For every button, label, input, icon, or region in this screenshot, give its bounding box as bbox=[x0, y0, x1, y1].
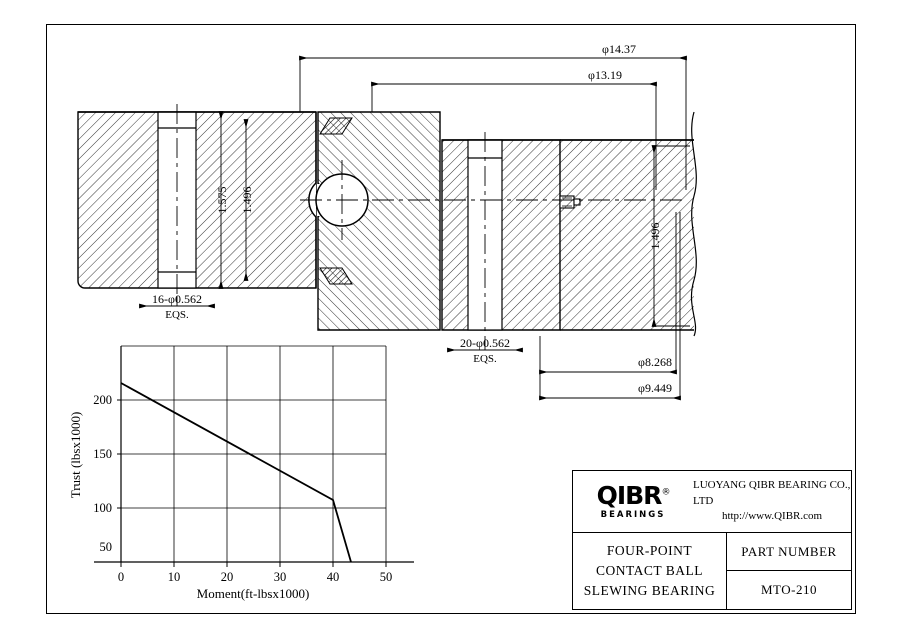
chart-xtick-2: 20 bbox=[220, 570, 234, 584]
brand-logo bbox=[573, 483, 693, 520]
product-name bbox=[573, 533, 727, 609]
outer-ring-body bbox=[78, 112, 316, 288]
chart-ytick-50: 50 bbox=[99, 540, 112, 554]
company-website: http://www.QIBR.com bbox=[721, 510, 823, 523]
chart-xtick-1: 10 bbox=[167, 570, 181, 584]
chart-x-axis-label: Moment(ft-lbsx1000) bbox=[196, 586, 310, 601]
dim-holes-upper: 16-φ0.562 bbox=[152, 292, 202, 306]
dim-height-upper-ring: 1.496 bbox=[240, 186, 254, 214]
part-number-block bbox=[727, 533, 851, 609]
chart-xtick-0: 0 bbox=[117, 570, 125, 584]
chart-grid bbox=[121, 346, 386, 562]
dim-bolt-circle-upper: φ13.19 bbox=[588, 68, 622, 82]
company-info bbox=[693, 478, 851, 526]
dim-holes-lower-note: EQS. bbox=[473, 353, 497, 365]
chart-load-curve bbox=[121, 383, 351, 562]
chart-xtick-4: 40 bbox=[326, 570, 340, 584]
title-block-body bbox=[573, 533, 851, 609]
part-number-value: MTO-210 bbox=[761, 582, 817, 597]
product-name-line1: FOUR-POINT bbox=[606, 542, 693, 558]
part-number-label: PART NUMBER bbox=[727, 533, 851, 571]
chart-y-axis-label: Trust (lbsx1000) bbox=[68, 411, 83, 499]
registered-trademark-icon: ® bbox=[661, 487, 670, 498]
logo-wordmark: QIBR bbox=[596, 481, 662, 510]
logo-subtext: BEARINGS bbox=[600, 510, 666, 520]
dim-holes-upper-note: EQS. bbox=[165, 309, 189, 321]
chart-ytick-150: 150 bbox=[93, 447, 112, 461]
product-name-line2: CONTACT BALL bbox=[595, 562, 704, 578]
chart-xtick-3: 30 bbox=[273, 570, 287, 584]
load-capacity-chart bbox=[68, 346, 414, 601]
company-name: LUOYANG QIBR BEARING CO., LTD bbox=[693, 478, 851, 507]
chart-ytick-200: 200 bbox=[93, 393, 112, 407]
title-block bbox=[572, 470, 852, 610]
title-block-header bbox=[573, 471, 851, 533]
chart-xtick-5: 50 bbox=[379, 570, 393, 584]
product-name-line3: SLEWING BEARING bbox=[583, 583, 716, 599]
dim-height-overall: 1.575 bbox=[215, 186, 229, 214]
logo-text bbox=[597, 483, 670, 508]
dim-height-lower-ring: 1.496 bbox=[648, 222, 662, 250]
chart-ytick-100: 100 bbox=[93, 501, 112, 515]
dim-holes-lower: 20-φ0.562 bbox=[460, 336, 510, 350]
dim-inner-bore: φ8.268 bbox=[638, 355, 672, 369]
dim-outer-diameter: φ14.37 bbox=[602, 42, 636, 56]
dim-inner-bolt-circle: φ9.449 bbox=[638, 381, 672, 395]
